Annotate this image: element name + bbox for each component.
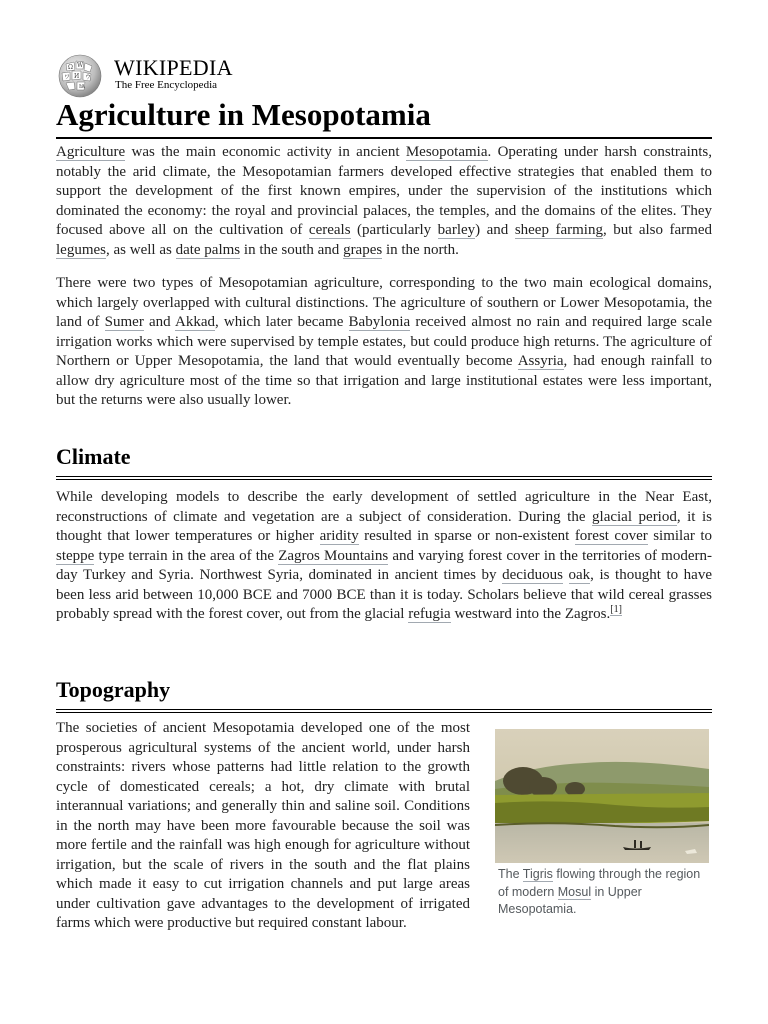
svg-text:ワ: ワ: [64, 74, 71, 81]
article-link[interactable]: Agriculture: [56, 144, 126, 160]
section-heading-topography: Topography: [56, 676, 712, 713]
tigris-figure: [495, 729, 711, 919]
svg-text:W: W: [77, 62, 84, 69]
topography-paragraph: The societies of ancient Mesopotamia developed one of the most prosperous agricultural systems of the ancient world, under harsh constraints: rivers whose patterns had little relation to the growth cycle of domesticated cereals; a hot, dry climate with brutal interannual variations; and generally thin and saline soil. Conditions in the north may have been more favourable because the soil was more fertile and the rainfall was high enough for agriculture without irrigation, but the scale of rivers in the south and the flat plains which made it easy to cut irrigation channels and put large areas under cultivation gave advantages to the development of irrigated farms which were productive but required constant labour.: [56, 720, 470, 931]
article-link[interactable]: Tigris: [522, 867, 553, 881]
citation-link[interactable]: [1]: [610, 604, 622, 615]
page-title: Agriculture in Mesopotamia: [56, 95, 712, 139]
wikipedia-globe-icon: [56, 54, 104, 98]
article-link[interactable]: steppe: [56, 547, 95, 564]
wikipedia-wordmark: WIKIPEDIA: [114, 55, 233, 80]
article-link[interactable]: cereals: [308, 222, 351, 238]
site-logo[interactable]: [56, 54, 356, 98]
article-link[interactable]: Babylonia: [348, 314, 411, 330]
intro-paragraph-2: There were two types of Mesopotamian agriculture, corresponding to the two main ecological domains, which largely overlapped with cultural distinctions. The agriculture of southern or Lower Mesopotamia, the land of Sumer and Akkad, which later became Babylonia received almost no rain and required large scale irrigation works which were supervised by temple estates, but could produce high returns. The agriculture of Northern or Upper Mesopotamia, the land that would eventually become Assyria, had enough rainfall to allow dry agriculture most of the time so that irrigation and large institutional estates were less important, but the returns were also usually lower.: [56, 275, 712, 408]
wikipedia-tagline: The Free Encyclopedia: [115, 79, 218, 91]
article-link[interactable]: date palms: [175, 241, 241, 258]
section-heading-climate: Climate: [56, 443, 712, 480]
article-link[interactable]: Mosul: [557, 884, 592, 899]
article-link[interactable]: oak: [568, 567, 591, 583]
article-link[interactable]: forest cover: [574, 528, 648, 544]
article-link[interactable]: sheep farming: [514, 222, 603, 238]
article-link[interactable]: Assyria: [517, 353, 564, 369]
article-link[interactable]: legumes: [56, 241, 106, 258]
svg-text:ウ: ウ: [85, 74, 92, 81]
article-link[interactable]: Zagros Mountains: [278, 547, 389, 564]
article-link[interactable]: glacial period: [592, 508, 677, 525]
svg-text:И: И: [74, 73, 80, 80]
article-link[interactable]: Akkad: [175, 314, 216, 330]
article-link[interactable]: aridity: [319, 528, 359, 544]
intro-paragraph-1: Agriculture was the main economic activity in ancient Mesopotamia. Operating under harsh constraints, notably the arid climate, the Mesopotamian farmers developed effective strategies that enabled them to support the development of the first known empires, under the supervision of the institutions which dominated the economy: the royal and provincial palaces, the temples, and the domains of the elites. They focused above all on the cultivation of cereals (particularly barley) and sheep farming, but also farmed legumes, as well as date palms in the south and grapes in the north.: [56, 144, 712, 258]
climate-paragraph: While developing models to describe the early development of settled agriculture in the Near East, reconstructions of climate and vegetation are a subject of consideration. During the glacial period, it is thought that lower temperatures or higher aridity resulted in sparse or non-existent forest cover similar to steppe type terrain in the area of the Zagros Mountains and varying forest cover in the territories of modern-day Turkey and Syria. Northwest Syria, dominated in ancient times by deciduous oak, is thought to have been less arid between 10,000 BCE and 7000 BCE than it is today. Scholars believe that wild cereal grasses probably spread with the forest cover, out from the glacial refugia westward into the Zagros.[1]: [56, 489, 713, 622]
article-link[interactable]: refugia: [408, 606, 451, 622]
article-link[interactable]: barley: [437, 222, 476, 238]
article-link[interactable]: grapes: [343, 241, 383, 258]
figure-caption: The Tigris flowing through the region of modern Mosul in Upper Mesopotamia.: [498, 867, 701, 916]
tigris-river-photo[interactable]: [495, 729, 709, 863]
article-link[interactable]: deciduous: [502, 567, 563, 583]
svg-text:Ѩ: Ѩ: [79, 83, 86, 90]
article-link[interactable]: Sumer: [104, 314, 144, 330]
svg-text:Ω: Ω: [68, 64, 73, 71]
article-link[interactable]: Mesopotamia: [405, 144, 488, 160]
